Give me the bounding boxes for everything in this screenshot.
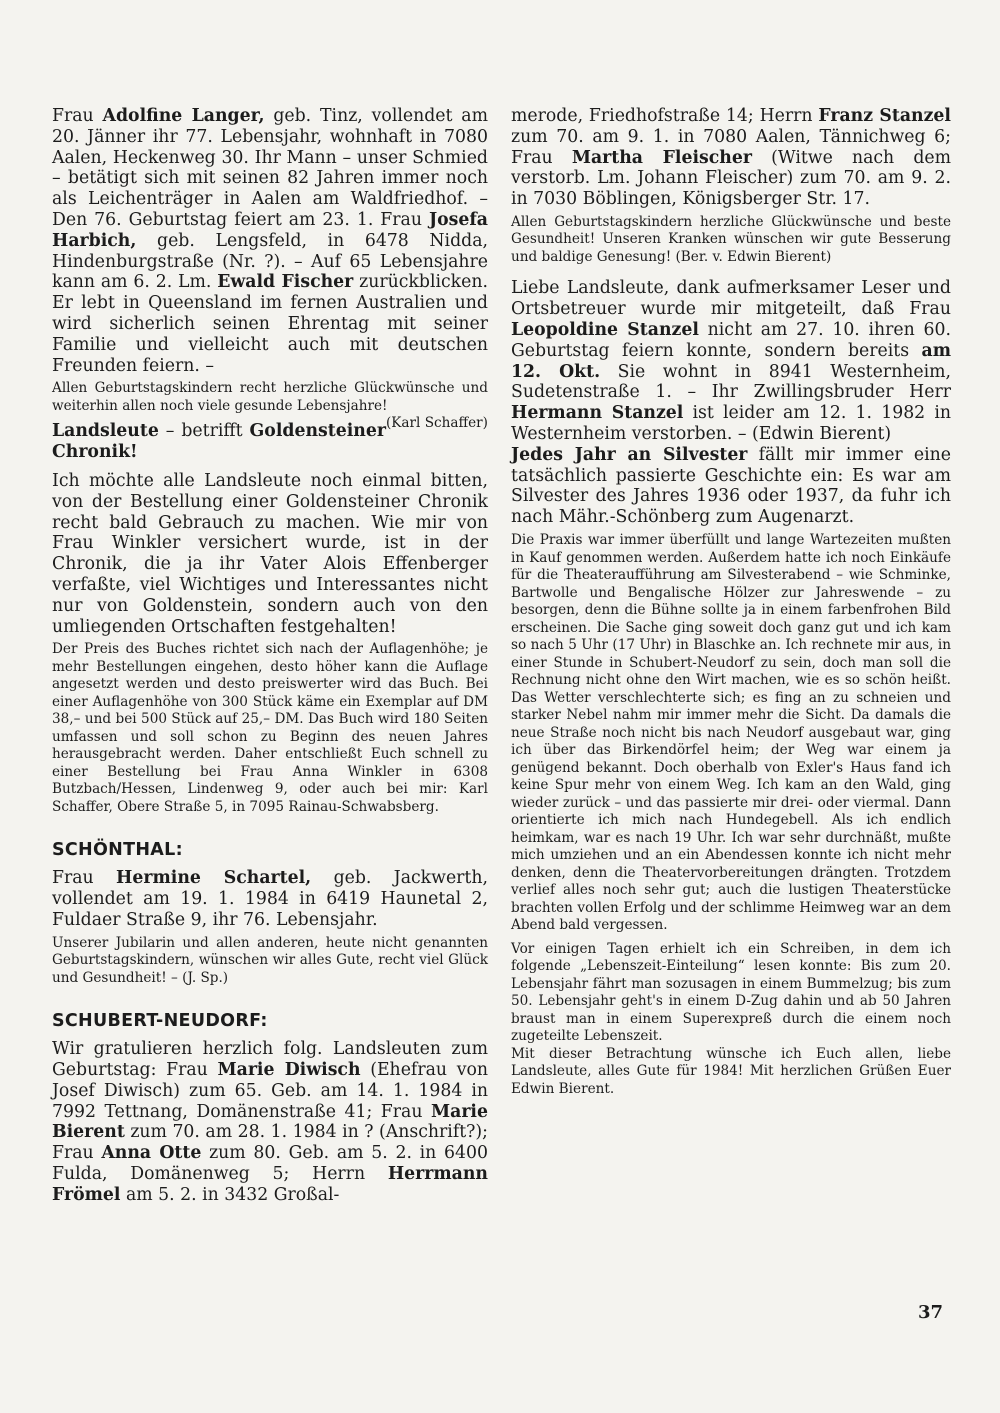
text: nicht am 27. 10. ihren 60. Geburtstag feiern konnte, sondern bereits bbox=[511, 320, 951, 361]
silvester-paragraph bbox=[511, 445, 951, 528]
lead-in: Jedes Jahr an Silvester bbox=[511, 444, 748, 465]
author-signature: (Karl Schaffer) bbox=[385, 415, 488, 432]
chronik-paragraph: Ich möchte alle Landsleute noch einmal bitten, von der Bestellung einer Goldensteiner Chronik recht bald Gebrauch zu machen. Wie mir von Frau Winkler versichert wurde, ist in der Chronik, die ja ihr Vater Alois Effenberger verfaßte, viel Wichtiges und Interessantes nicht nur von Goldenstein, sondern auch von den umliegenden Ortschaften festgehalten! bbox=[52, 470, 488, 637]
text: geb. Jackwerth, vollendet am 19. 1. 1984 in 6419 Haunetal 2, Fuldaer Straße 9, ihr 76. Lebensjahr. bbox=[52, 868, 488, 930]
right-column bbox=[511, 106, 951, 1104]
text: (Ehefrau von Josef Diwisch) zum 65. Geb. am 14. 1. 1984 in 7992 Tettnang, Domänenstraße 41; Frau bbox=[52, 1060, 488, 1122]
text: zum 70. am 9. 1. in 7080 Aalen, Tännichweg 6; Frau bbox=[511, 126, 951, 168]
text: (Witwe nach dem verstorb. Lm. Johann Fleischer) zum 70. am 9. 2. in 7030 Böblingen, Königsberger Str. 17. bbox=[511, 147, 951, 210]
section-heading-schubert-neudorf: SCHUBERT-NEUDORF: bbox=[52, 1011, 268, 1032]
name-anna-otte: Anna Otte bbox=[101, 1143, 202, 1164]
name-marie-diwisch: Marie Diwisch bbox=[217, 1060, 361, 1081]
text: zurückblicken. Er lebt in Queensland im fernen Australien und wird sicherlich seinen Ehrentag mit seiner Familie und vielleicht auch mit deutschen Freunden feiern. – bbox=[52, 272, 488, 376]
section-heading-schoenthal: SCHÖNTHAL: bbox=[52, 840, 183, 861]
page-number: 37 bbox=[918, 1302, 944, 1323]
name-ewald-fischer: Ewald Fischer bbox=[217, 272, 354, 293]
text: merode, Friedhofstraße 14; Herrn bbox=[511, 106, 819, 126]
closing-paragraph: Mit dieser Betrachtung wünsche ich Euch allen, liebe Landsleute, alles Gute für 1984! Mit herzlichen Grüßen Euer Edwin Bierent. bbox=[511, 1045, 951, 1097]
text: am 5. 2. in 3432 Großal- bbox=[120, 1184, 340, 1205]
text: Wir gratulieren herzlich folg. Landsleuten zum Geburtstag: Frau bbox=[52, 1039, 488, 1081]
text: Frau bbox=[52, 106, 103, 126]
text: fällt mir immer eine tatsächlich passierte Geschichte ein: Es war am Silvester des Jahres 1936 oder 1937, da fuhr ich nach Mähr.-Schönberg zum Augenarzt. bbox=[511, 444, 951, 528]
name-hermine-schartel: Hermine Schartel, bbox=[116, 868, 312, 889]
text: – betrifft bbox=[158, 421, 250, 442]
text: zum 70. am 28. 1. 1984 in ? (Anschrift?); Frau bbox=[52, 1122, 488, 1164]
heading-part: Goldensteiner Chronik! bbox=[52, 421, 386, 463]
name-marie-bierent: Marie Bierent bbox=[52, 1101, 488, 1143]
left-column bbox=[52, 106, 488, 1206]
schubert-paragraph bbox=[52, 1039, 488, 1205]
text: Sie wohnt in 8941 Westernheim, Sudetenstraße 1. – Ihr Zwillingsbruder Herr bbox=[511, 361, 952, 403]
name-leopoldine-stanzel: Leopoldine Stanzel bbox=[511, 320, 699, 341]
name-franz-stanzel: Franz Stanzel bbox=[818, 106, 951, 126]
text: Allen Geburtstagskindern recht herzliche Glückwünsche und weiterhin allen noch viele gesunde Lebensjahre! bbox=[52, 380, 488, 414]
schoenthal-wishes: Unserer Jubilarin und allen anderen, heute nicht genannten Geburtstagskindern, wünschen wir alles Gute, recht viel Glück und Gesundheit! – (J. Sp.) bbox=[52, 934, 488, 986]
name-hermann-stanzel: Hermann Stanzel bbox=[511, 403, 684, 424]
schoenthal-paragraph bbox=[52, 868, 488, 930]
lebenszeit-paragraph: Vor einigen Tagen erhielt ich ein Schreiben, in dem ich folgende „Lebenszeit-Einteilung“ lesen konnte: Bis zum 20. Lebensjahr fährt man sozusagen in einem Bummelzug; bis zum 50. Lebensjahr geht's in einem D-Zug dahin und ab 50 Jahren braust man in einem Superexpreß durch die einem noch zugeteilte Lebenszeit. bbox=[511, 940, 951, 1045]
name-josefa-harbich: Josefa Harbich, bbox=[52, 209, 488, 251]
text: geb. Lengsfeld, in 6478 Nidda, Hindenburgstraße (Nr. ?). – Auf 65 Lebensjahre kann am 6. 2. Lm. bbox=[52, 230, 488, 293]
text: geb. Tinz, vollendet am 20. Jänner ihr 77. Lebensjahr, wohnhaft in 7080 Aalen, Heckenweg 30. Ihr Mann – unser Schmied – betätigt sich mit seinen 82 Jahren immer noch als Leichenträger in Aalen am Waldfriedhof. – Den 76. Geburtstag feiert am 23. 1. Frau bbox=[52, 106, 489, 230]
chronik-price-paragraph: Der Preis des Buches richtet sich nach der Auflagenhöhe; je mehr Bestellungen eingehen, desto höher kann die Auflage angesetzt werden und desto preiswerter wird das Buch. Bei einer Auflagenhöhe von 300 Stück käme ein Exemplar auf DM 38,– und bei 500 Stück auf 25,– DM. Das Buch wird 180 Seiten umfassen und soll schon zu Beginn des neuen Jahres herausgebracht werden. Daher entschließt Euch schnell zu einer Bestellung bei Frau Anna Winkler in 6308 Butzbach/Hessen, Lindenweg 9, oder auch bei mir: Karl Schaffer, Obere Straße 5, in 7095 Rainau-Schwabsberg. bbox=[52, 641, 488, 815]
text: zum 80. Geb. am 5. 2. in 6400 Fulda, Domänenweg 5; Herrn bbox=[52, 1143, 488, 1184]
stanzel-paragraph bbox=[511, 278, 951, 444]
continuation-paragraph bbox=[511, 106, 951, 210]
birthday-paragraph-adolfine bbox=[52, 106, 488, 376]
name-herrmann-froemel: Herrmann Frömel bbox=[52, 1164, 488, 1205]
text: ist leider am 12. 1. 1982 in Westernheim verstorben. – (Edwin Bierent) bbox=[511, 403, 952, 445]
date-12-okt: am 12. Okt. bbox=[511, 340, 951, 382]
story-paragraph: Die Praxis war immer überfüllt und lange Wartezeiten mußten in Kauf genommen werden. Außerdem hatte ich noch Einkäufe für die Theateraufführung am Silvesterabend – wie Schminke, Bartwolle und Bengalische Hölzer zur Jahreswende – zu besorgen, denn die Bühne sollte ja in einem farbenfrohen Bild erscheinen. Die Sache ging soweit doch ganz gut und ich kam so nach 5 Uhr (17 Uhr) in Blaschke an. Ich rechnete mir aus, in einer Stunde in Schubert-Neudorf zu sein, doch man soll die Rechnung nicht ohne den Wirt machen, wie es so schön heißt. Das Wetter verschlechterte sich; es fing an zu schneien und starker Nebel nahm mir immer mehr die Sicht. Da damals die neue Straße noch nicht bis nach Neudorf ausgebaut war, ging ich über das Birkendörfel heim; der Weg war einem ja genügend bekannt. Doch oberhalb von Exler's Haus fand ich keine Spur mehr von einem Weg. Ich kam an den Wald, ging wieder zurück – und das passierte mir drei- oder viermal. Dann orientierte ich mich nach Hundegebell. Als ich endlich heimkam, war es nach 19 Uhr. Ich war sehr durchnäßt, mußte mich umziehen und an ein Abendessen konnte ich nicht mehr denken, denn die Theatervorbereitungen drängten. Trotzdem verlief alles noch sehr gut; auch die lustigen Theaterstücke brachten vollen Erfolg und der schlimme Heimweg war an dem Abend bald vergessen. bbox=[511, 532, 951, 934]
heading-part: Landsleute bbox=[52, 421, 159, 442]
name-martha-fleischer: Martha Fleischer bbox=[571, 147, 752, 168]
wishes-paragraph-right: Allen Geburtstagskindern herzliche Glückwünsche und beste Gesundheit! Unseren Kranken wünschen wir gute Besserung und baldige Genesung! (Ber. v. Edwin Bierent) bbox=[511, 213, 951, 265]
text: Frau bbox=[52, 868, 117, 889]
text: Liebe Landsleute, dank aufmerksamer Leser und Ortsbetreuer wurde mir mitgeteilt, daß Frau bbox=[511, 278, 951, 320]
name-adolfine-langer: Adolfine Langer, bbox=[102, 106, 265, 126]
